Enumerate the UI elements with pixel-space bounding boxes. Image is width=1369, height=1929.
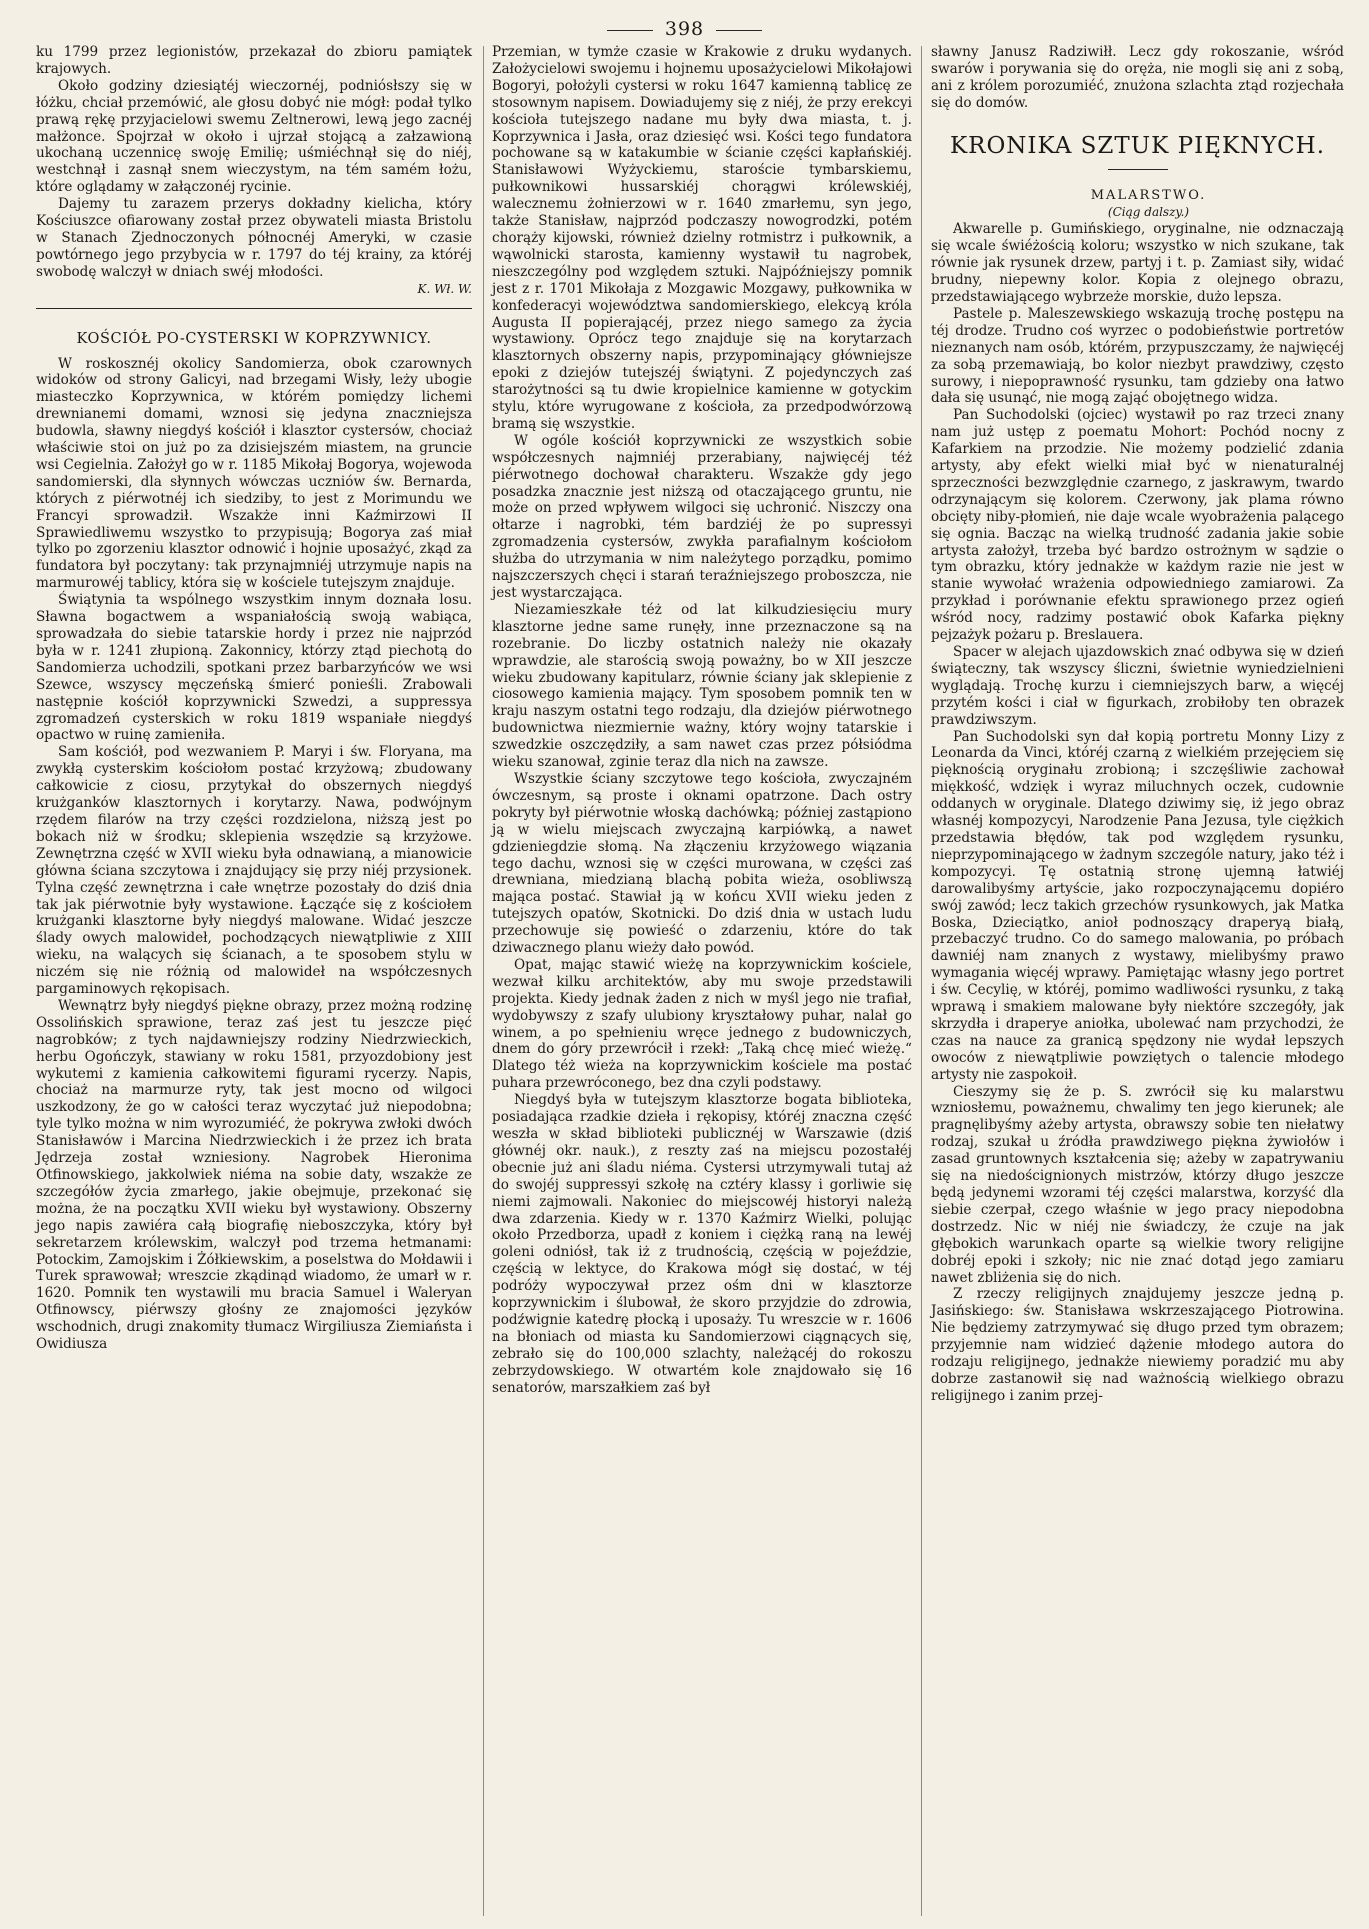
paragraph: Cieszymy się że p. S. zwrócił się ku malarstwu wzniosłemu, poważnemu, chwalimy ten jego kierunek; ale pragnęlibyśmy ażeby artysta, obrawszy sobie ten niełatwy rodzaj, szukał u źródła prawdziwego piękna żywiołów i zasad gruntownych kształcenia się; ażeby w zapatrywaniu się na niedoścignionych mistrzów, którzy długo jeszcze będą jedynemi wzorami téj części malarstwa, korzyść dla siebie czerpał, czego właśnie w jego pracy niepodobna dostrzedz. Nic w niéj nie świadczy, że czuje na jak głębokich warunkach oparte są wielkie twory religijne dobréj epoki i szkoły; nic nie znać dotąd jego zamiaru nawet zbliżenia się do nich.: [931, 1083, 1344, 1286]
paragraph: ku 1799 przez legionistów, przekazał do zbioru pamiątek krajowych.: [36, 44, 472, 77]
subsection-heading: MALARSTWO.: [1090, 187, 1207, 203]
paragraph: Sam kościół, pod wezwaniem P. Maryi i św. Floryana, ma zwykłą cysterskim kościołom postać krzyżową; zbudowany całkowicie z ciosu, przytykał do obszernych niegdyś krużganków klasztornych i korytarzy. Nawa, podwójnym rzędem filarów na trzy części rozdzielona, niższą jest po bokach niż w środku; sklepienia wszędzie są krzyżowe. Zewnętrzna część w XVII wieku była odnawianą, a mianowicie główna ściana szczytowa i znajdujący się przy niéj przysionek. Tylna część zewnętrzna i całe wnętrze pozostały do dziś dnia tak jak piérwotnie były wystawione. Łącząće się z kościołem krużganki klasztorne były niegdyś malowane. Widać jeszcze ślady owych malowideł, pochodzących niewątpliwie z XIII wieku, na walących się ścianach, a te sposobem stylu w niczém się nie różnią od malowideł na współczesnych pargaminowych rękopisach.: [36, 744, 472, 998]
paragraph: Spacer w alejach ujazdowskich znać odbywa się w dzień świąteczny, tak wszyscy śliczni, świetnie wyniedzielnieni wyglądają. Trochę kurzu i ciemniejszych barw, a więcéj przytém kości i ciał w figurkach, zrobiłoby ten obrazek prawdziwszym.: [931, 644, 1344, 728]
paragraph: Niegdyś była w tutejszym klasztorze bogata biblioteka, posiadająca rzadkie dzieła i rękopisy, któréj znaczna część weszła w skład biblioteki publicznéj w Warszawie (dziś głównéj okr. nauk.), z reszty zaś na miejscu pozostałéj obecnie już ani śladu niéma. Cystersi utrzymywali tutaj aż do swojéj suppressyi szkołę na cztéry klassy i gorliwie się niemi zajmowali. Nakoniec do miejscowéj historyi należą dwa zdarzenia. Kiedy w r. 1370 Kaźmirz Wielki, polując około Przedborza, upadł z koniem i ciężką raną na lewéj goleni odniósł, tak iż z trudnością, częścią w pojeździe, częścią w lektyce, do Krakowa mógł się dostać, w téj podróży wypoczywał przez ośm dni w klasztorze koprzywnickim i ślubował, że skoro przyjdzie do zdrowia, podźwignie katedrę płocką i uposaży. Tu wreszcie w r. 1606 na błoniach od miasta ku Sandomierzowi ciągnących się, zebrało się do 100,000 szlachty, należącéj do rokoszu zebrzydowskiego. W otwartém kole znajdowało się 16 senatorów, marszałkiem zaś był: [492, 1092, 912, 1396]
column-3: [931, 44, 1344, 1405]
section-heading: KRONIKA SZTUK PIĘKNYCH.: [949, 132, 1326, 159]
paragraph: Dajemy tu zarazem przerys dokładny kielicha, który Kościuszce ofiarowany został przez obywateli miasta Bristolu w Stanach Zjednoczonych północnéj Ameryki, w czasie powtórnego jego przybycia w r. 1797 do téj krainy, za któréj swobodę walczył w dniach swéj młodości.: [36, 196, 472, 280]
paragraph: Z rzeczy religijnych znajdujemy jeszcze jedną p. Jasińskiego: św. Stanisława wskrzeszającego Piotrowina. Nie będziemy zatrzymywać się długo przed tym obrazem; przyjemnie nam widzieć dążenie młodego autora do rodzaju religijnego, jednakże niewiemy poradzić mu aby dobrze zastanowił się nad ważnością wielkiego obrazu religijnego i zanim przej-: [931, 1286, 1344, 1404]
paragraph: Wewnątrz były niegdyś piękne obrazy, przez możną rodzinę Ossolińskich sprawione, teraz zaś jest tu jeszcze pięć nagrobków; z tych najdawniejszy rodziny Niedrzwieckich, herbu Ogończyk, stawiany w roku 1581, przyozdobiony jest wykutemi z kamienia całkowitemi figurami rycerzy. Napis, chociaż na marmurze ryty, tak jest mocno od wilgoci uszkodzony, że go w całości teraz wyczytać już niepodobna; tyle tylko można w nim wyrozumiéć, że pokrywa zwłoki dwóch Stanisławów i Marcina Niedrzwieckich i że przez ich brata Jędrzeja został wzniesiony. Nagrobek Hieronima Otfinowskiego, jakkolwiek niéma na sobie daty, wszakże ze szczegółów życia zmarłego, jakie obejmuje, przekonać się można, że na początku XVII wieku był wystawiony. Obszerny jego napis zawiéra całą biografię nieboszczyka, który był sekretarzem królewskim, walczył pod trzema hetmanami: Potockim, Zamojskim i Żółkiewskim, a poselstwa do Mołdawii i Turek sprawował; wreszcie zkądinąd wiadomo, że umarł w r. 1620. Pomnik ten wystawili mu bracia Samuel i Waleryan Otfinowscy, piérwszy głośny ze znajomości języków wschodnich, drugi znakomity tłumacz Wirgiliusza Ziemiaństa i Owidiusza: [36, 997, 472, 1353]
paragraph: Wszystkie ściany szczytowe tego kościoła, zwyczajném ówczesnym, są proste i oknami opatrzone. Dach ostry pokryty był piérwotnie włoską dachówką; później zastąpiono ją w wielu miejscach zwyczajną karpiówką, a nawet gdzieniegdzie słomą. Na złączeniu krzyżowego wiązania tego dachu, wznosi się w części murowana, w części zaś drewniana, miedzianą blachą pobita wieża, osobliwszą mająca postać. Stawiał ją w końcu XVII wieku jeden z tutejszych opatów, Skotnicki. Do dziś dnia w ustach ludu przechowuje się powieść o zdarzeniu, które do tak dziwacznego planu wieży dało powód.: [492, 770, 912, 957]
paragraph: Pan Suchodolski syn dał kopią portretu Monny Lizy z Leonarda da Vinci, któréj czarną z wielkiém przejęciem się pięknością oryginału zrobioną; i szczęśliwie zachował miękkość, wdzięk i wyraz miluchnych oczek, cudownie oddanych w oryginale. Dlatego dziwimy się, iż jego obraz własnéj kompozycyi, Narodzenie Pana Jezusa, tyle ciężkich przedstawia błędów, tak pod względem rysunku, nieprzypominającego w żadnym szczególe natury, jako téż i kompozycyi. Tę ostatnią stronę ujemną łatwiéj darowalibyśmy artyście, jako rozpoczynającemu dopiéro swój zawód; lecz takich grzechów rysunkowych, jak Matka Boska, Dzieciątko, anioł podnoszący draperyą białą, przebaczyć trudno. Co do samego malowania, po próbach dawniéj nam znanych z wystawy, mielibyśmy prawo wymagania więcéj wprawy. Pamiętając własny jego portret i św. Cecylię, w któréj, pomimo wadliwości rysunku, z taką wprawą i smakiem malowane były niektóre szczegóły, jak skrzydła i draperye aniołka, ubolewać nam przychodzi, że czas na nauce za granicą spędzony nie wydał lepszych owoców z niewątpliwie powziętych o talencie młodego artysty nie zaspokoił.: [931, 728, 1344, 1083]
column-1: [36, 44, 472, 1353]
article-divider: [36, 308, 472, 309]
paragraph: W roskosznéj okolicy Sandomierza, obok czarownych widoków od strony Galicyi, nad brzegami Wisły, leży ubogie miasteczko Koprzywnica, w którém pomiędzy lichemi drewnianemi domami, wznosi się jedyna znaczniejsza budowla, sławny niegdyś kościół i klasztor cystersów, chociaż właściwie stoi on już po za dzisiejszém miastem, na gruncie wsi Cegielnia. Założył go w r. 1185 Mikołaj Bogorya, wojewoda sandomierski, dla słynnych wówczas uczniów św. Bernarda, których z piérwotnéj ich siedziby, to jest z Morimundu we Francyi sprowadził. Wszakże inni Kaźmirzowi II Sprawiedliwemu wszystko to przypisują; Bogorya zaś miał tylko po zgorzeniu klasztor odnowić i hojnie uposażyć, zkąd za fundatora był poczytany: tak przynajmniéj utrzymuje napis na marmurowéj tablicy, która się w kościele tutejszym znajduje.: [36, 355, 472, 592]
paragraph: Pastele p. Maleszewskiego wskazują trochę postępu na téj drodze. Trudno coś wyrzec o podobieństwie portretów nieznanych nam osób, którém, przypuszczamy, że najwięcéj za sobą przemawiają, bo kolor niezbyt prawdziwy, często surowy, i niepoprawność rysunku, tam gdzieby ona łatwo dała się usunąć, nie mogą zająć obojętnego widza.: [931, 305, 1344, 407]
paragraph: Około godziny dziesiątéj wieczornéj, podniósłszy się w łóżku, chciał przemówić, ale głosu dobyć nie mógł: podał tylko prawą rękę przyjacielowi swemu Zeltnerowi, lewą jego zacnéj małżonce. Spojrzał w około i ujrzał stojącą a załzawioną ukochaną uczennicę swoję Emilię; uśmiéchnął się do niéj, westchnął i zasnął snem wieczystym, na tém samém łożu, które oglądamy w załączonéj rycinie.: [36, 77, 472, 196]
paragraph: sławny Janusz Radziwiłł. Lecz gdy rokoszanie, wśród swarów i porywania się do oręża, nie mogli się ani z sobą, ani z królem porozumiéć, znużona szlachta ztąd rozjechała się do domów.: [931, 44, 1344, 111]
page-number-rule-left: [607, 30, 653, 31]
page-number: 398: [664, 18, 705, 40]
paragraph: Akwarelle p. Gumińskiego, oryginalne, nie odznaczają się wcale świéżością koloru; wszystko w nich szukane, tak równie jak rysunek drzew, partyj i t. p. Zamiast siły, widać brudny, niepewny kolor. Kopia z olejnego obrazu, przedstawiającego wybrzeże morskie, dużo lepsza.: [931, 221, 1344, 305]
continuation-note: (Ciąg dalszy.): [1107, 205, 1190, 220]
paragraph: Świątynia ta wspólnego wszystkim innym doznała losu. Sławna bogactwem a wspaniałością swoją wabiąca, sprowadzała do siebie tatarskie hordy i przez nie najprzód była w r. 1241 złupioną. Zakonnicy, którzy ztąd piechotą do Sandomierza uchodzili, spotkani przez barbarzyńców we wsi Szewce, wszyscy męczeńską śmierć ponieśli. Zrabowali następnie kościół koprzywnicki Szwedzi, a suppressya zgromadzeń cysterskich w roku 1819 wspaniałe niegdyś opactwo w ruinę zamieniła.: [36, 592, 472, 744]
paragraph: Niezamieszkałe téż od lat kilkudziesięciu mury klasztorne jedne same runęły, inne przeznaczone są na rozebranie. Do liczby ostatnich należy nie okazały wprawdzie, ale starością swoją poważny, bo w XII jeszcze wieku zbudowany kapitularz, równie ściany jak sklepienie z ciosowego kamienia mający. Tym sposobem pomnik ten w kraju naszym ostatni tego rodzaju, dla dziejów piérwotnego budownictwa niezmiernie ważny, który wojny tatarskie i szwedzkie oszczędziły, a sam nawet czas przez półsiódma wieku szanował, zginie teraz dla nich na zawsze.: [492, 601, 912, 771]
column-divider: [921, 46, 922, 1916]
paragraph: Opat, mając stawić wieżę na koprzywnickim kościele, wezwał kilku architektów, aby mu swoje przedstawili projekta. Kiedy jednak żaden z nich w myśl jego nie trafiał, wydobywszy z szafy ulubiony kryształowy puhar, nalał go winem, a po spełnieniu wręce jednego z budowniczych, dnem do góry przewrócił i rzekł: „Taką chcę mieć wieżę.“ Dlatego téż wieża na koprzywnickim kościele ma postać puhara przewróconego, bez dna czyli podstawy.: [492, 956, 912, 1092]
paragraph: Pan Suchodolski (ojciec) wystawił po raz trzeci znany nam już ustęp z poematu Mohort: Pochód nocny z Kafarkiem na przodzie. Nie możemy podzielić zdania artysty, aby efekt wielki miał być w nienaturalnéj sprzeczności bezwzględnie czarnego, z jaskrawym, twardo odrzynającym się kolorem. Czerwony, jak plama równo obcięty niby-płomień, nie daje wcale wyobrażenia palącego się ognia. Bacząc na wielką trudność zadania jakie sobie artysta założył, trzeba być bardzo ostrożnym w sądzie o tym obrazku, który jednakże w każdym razie nie jest w stanie wywołać wrażenia odpowiedniego zamiarowi. Za przykład i porównanie efektu sprawionego przez ogień wśród nocy, radzimy postawić obok Kafarka piękny pejzażyk pożaru p. Breslauera.: [931, 407, 1344, 644]
column-2: [492, 44, 912, 1397]
section-divider: [1108, 169, 1168, 170]
paragraph: W ogóle kościół koprzywnicki ze wszystkich sobie współczesnych najmniéj przerabiany, najwięcéj téż piérwotnego dochował charakteru. Wszakże gdy jego posadzka znacznie jest niższą od otaczającego gruntu, nie może on przed wpływem wilgoci się uchronić. Niszczy ona ołtarze i nagrobki, tém bardziéj że po supressyi zgromadzenia cystersów, zwykła parafialnym kościołom służba do utrzymania w nim należytego porządku, pomimo najszczerszych chęci i starań teraźniejszego proboszcza, nie jest wystarczająca.: [492, 432, 912, 601]
article-heading: KOŚCIÓŁ PO-CYSTERSKI W KOPRZYWNICY.: [76, 330, 432, 347]
author-signature: K. Wł. W.: [417, 281, 472, 296]
page-number-rule-right: [716, 30, 762, 31]
paragraph: Przemian, w tymże czasie w Krakowie z druku wydanych. Założycielowi swojemu i hojnemu uposażycielowi Mikołajowi Bogoryi, położyli cystersi w roku 1647 kamienną tablicę ze stosownym napisem. Dowiadujemy się z niéj, że przy erekcyi kościoła tutejszego nadane mu były dwa miasta, t. j. Koprzywnica i Jasła, oraz dziesięć wsi. Kości tego fundatora pochowane są w katakumbie w ścianie części kapłańskiéj. Stanisławowi Wyżyckiemu, staroście tymbarskiemu, pułkownikowi hussarskiéj chorągwi królewskiéj, walecznemu żołnierzowi w r. 1640 zmarłemu, syn jego, także Stanisław, najprzód podczaszy nowogrodzki, potém chorąży kijowski, również dzielny rotmistrz i pułkownik, a wąwolnicki starosta, kamienny wystawił tu nagrobek, nieszczególny pod względem sztuki. Najpóźniejszy pomnik jest z r. 1701 Mikołaja z Mozgawic Mozgawy, pułkownika w konfederacyi województwa sandomierskiego, elekcyą króla Augusta II popierającéj, przez niego samego za życia wystawiony. Oprócz tego znajduje się na korytarzach klasztornych obszerny napis, przypominający główniejsze epoki z dziejów tutejszéj świątyni. Z pojedynczych zaś starożytności są tu dwie kropielnice kamienne w gotyckim stylu, które wyrugowane z kościoła, za przedpodwórzową bramą się wszystkie.: [492, 44, 912, 432]
page-number-area: [0, 18, 1369, 40]
column-divider: [483, 46, 484, 1916]
